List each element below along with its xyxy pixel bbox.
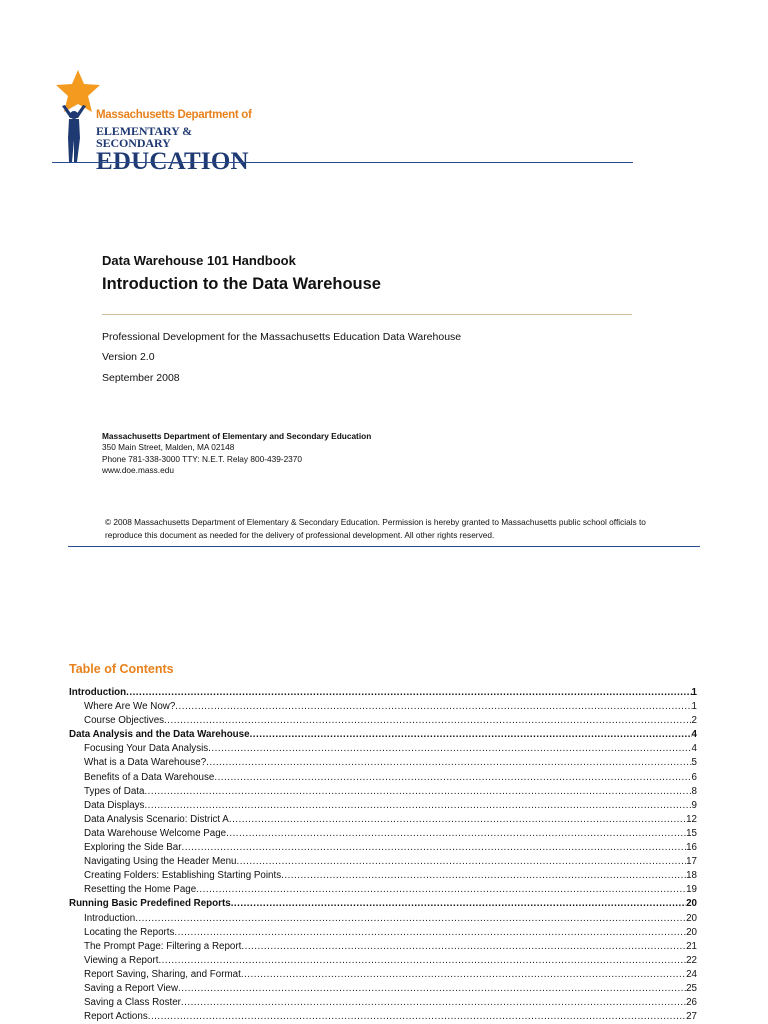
toc-entry-page: 25 xyxy=(686,982,697,994)
toc-entry-page: 12 xyxy=(686,813,697,825)
toc-entry-page: 15 xyxy=(686,827,697,839)
logo-wordmark xyxy=(96,110,252,174)
subtitle: Professional Development for the Massachusetts Education Data Warehouse xyxy=(102,331,462,343)
organization-name: Massachusetts Department of Elementary and Secondary Education xyxy=(102,431,372,441)
toc-entry[interactable] xyxy=(69,742,697,756)
toc-entry-page: 21 xyxy=(686,940,697,952)
toc-leader-dots xyxy=(214,771,691,785)
table-of-contents xyxy=(69,686,697,1024)
toc-entry-label: Exploring the Side Bar xyxy=(84,842,182,854)
dese-logo xyxy=(52,68,252,175)
date-text: September 2008 xyxy=(102,372,180,384)
toc-leader-dots xyxy=(206,756,691,770)
toc-entry[interactable] xyxy=(69,728,697,742)
toc-entry-label: Viewing a Report xyxy=(84,954,159,966)
logo-line-3: EDUCATION xyxy=(96,147,249,175)
toc-entry-label: Types of Data xyxy=(84,785,145,797)
toc-leader-dots xyxy=(174,926,686,940)
toc-entry-label: Running Basic Predefined Reports xyxy=(69,898,231,910)
toc-leader-dots xyxy=(178,982,686,996)
website-link[interactable]: www.doe.mass.edu xyxy=(102,464,174,475)
toc-entry-label: What is a Data Warehouse? xyxy=(84,757,207,769)
toc-entry-label: Where Are We Now? xyxy=(84,701,176,713)
copyright-line-1: © 2008 Massachusetts Department of Elementary & Secondary Education. Permission is hereby granted to Massachusetts public school officials to xyxy=(105,517,646,527)
toc-entry[interactable] xyxy=(69,700,697,714)
toc-leader-dots xyxy=(144,785,691,799)
toc-leader-dots xyxy=(175,700,691,714)
copyright-line-2: reproduce this document as needed for the delivery of professional development. All other rights reserved. xyxy=(105,529,495,540)
toc-entry-page: 8 xyxy=(691,785,697,797)
toc-entry-label: The Prompt Page: Filtering a Report xyxy=(84,940,242,952)
toc-entry-page: 18 xyxy=(686,870,697,882)
toc-entry-page: 22 xyxy=(686,954,697,966)
toc-entry-label: Saving a Report View xyxy=(84,982,179,994)
document-title: Introduction to the Data Warehouse xyxy=(102,275,381,293)
toc-entry-label: Report Saving, Sharing, and Format xyxy=(84,968,241,980)
toc-entry-page: 20 xyxy=(686,926,697,938)
toc-leader-dots xyxy=(229,813,686,827)
toc-leader-dots xyxy=(158,954,686,968)
toc-leader-dots xyxy=(181,841,686,855)
toc-entry-page: 19 xyxy=(686,884,697,896)
toc-leader-dots xyxy=(241,968,686,982)
toc-entry-page: 4 xyxy=(691,729,697,741)
toc-entry-label: Report Actions xyxy=(84,1011,148,1023)
toc-entry-label: Introduction xyxy=(84,912,136,924)
logo-line-1: Massachusetts Department of xyxy=(96,109,252,121)
address-block xyxy=(102,431,371,476)
toc-leader-dots xyxy=(126,686,691,700)
toc-entry-label: Creating Folders: Establishing Starting Points xyxy=(84,870,282,882)
toc-entry[interactable] xyxy=(69,954,697,968)
toc-entry-label: Data Warehouse Welcome Page xyxy=(84,827,227,839)
toc-leader-dots xyxy=(148,1010,686,1024)
toc-entry[interactable] xyxy=(69,883,697,897)
toc-entry[interactable] xyxy=(69,686,697,700)
toc-entry-label: Resetting the Home Page xyxy=(84,884,197,896)
version-text: Version 2.0 xyxy=(102,351,155,363)
toc-entry[interactable] xyxy=(69,996,697,1010)
toc-leader-dots xyxy=(208,742,691,756)
toc-entry[interactable] xyxy=(69,813,697,827)
toc-entry-page: 20 xyxy=(686,912,697,924)
toc-heading: Table of Contents xyxy=(69,662,174,676)
header-divider xyxy=(52,162,633,163)
toc-entry[interactable] xyxy=(69,926,697,940)
toc-entry[interactable] xyxy=(69,869,697,883)
toc-leader-dots xyxy=(196,883,686,897)
toc-entry-label: Focusing Your Data Analysis xyxy=(84,743,209,755)
toc-entry[interactable] xyxy=(69,897,697,911)
toc-entry-page: 1 xyxy=(691,687,697,698)
toc-leader-dots xyxy=(144,799,691,813)
toc-entry-page: 24 xyxy=(686,968,697,980)
copyright-divider xyxy=(68,546,700,547)
toc-entry-page: 4 xyxy=(691,743,697,755)
toc-entry[interactable] xyxy=(69,982,697,996)
phone-numbers: Phone 781-338-3000 TTY: N.E.T. Relay 800-439-2370 xyxy=(102,453,303,464)
toc-entry-page: 27 xyxy=(686,1011,697,1023)
toc-entry-page: 16 xyxy=(686,842,697,854)
toc-entry[interactable] xyxy=(69,855,697,869)
toc-entry[interactable] xyxy=(69,785,697,799)
toc-leader-dots xyxy=(231,897,686,911)
toc-entry-label: Saving a Class Roster xyxy=(84,997,181,1009)
toc-leader-dots xyxy=(281,869,686,883)
toc-entry[interactable] xyxy=(69,827,697,841)
toc-entry-page: 20 xyxy=(686,898,697,910)
toc-leader-dots xyxy=(236,855,686,869)
toc-entry[interactable] xyxy=(69,756,697,770)
street-address: 350 Main Street, Malden, MA 02148 xyxy=(102,442,235,453)
toc-entry[interactable] xyxy=(69,940,697,954)
toc-entry-label: Locating the Reports xyxy=(84,926,175,938)
toc-leader-dots xyxy=(164,714,692,728)
toc-leader-dots xyxy=(181,996,686,1010)
toc-leader-dots xyxy=(250,728,692,742)
toc-entry[interactable] xyxy=(69,1010,697,1024)
toc-entry-label: Navigating Using the Header Menu xyxy=(84,856,237,868)
toc-entry[interactable] xyxy=(69,771,697,785)
handbook-label: Data Warehouse 101 Handbook xyxy=(102,253,296,268)
toc-entry-label: Data Analysis Scenario: District A xyxy=(84,813,229,825)
toc-entry[interactable] xyxy=(69,714,697,728)
toc-entry-label: Course Objectives xyxy=(84,715,165,727)
toc-leader-dots xyxy=(241,940,686,954)
toc-entry-page: 9 xyxy=(691,799,697,811)
toc-entry-label: Data Analysis and the Data Warehouse xyxy=(69,729,250,741)
toc-entry[interactable] xyxy=(69,968,697,982)
toc-entry-page: 5 xyxy=(691,757,697,769)
logo-line-2: ELEMENTARY & SECONDARY xyxy=(96,123,193,150)
toc-leader-dots xyxy=(226,827,686,841)
title-divider xyxy=(102,314,632,315)
toc-entry-page: 1 xyxy=(691,701,697,713)
copyright-notice xyxy=(105,516,695,541)
toc-entry[interactable] xyxy=(69,841,697,855)
toc-entry[interactable] xyxy=(69,912,697,926)
toc-entry-page: 17 xyxy=(686,856,697,868)
toc-entry-label: Introduction xyxy=(69,687,127,698)
toc-entry-page: 2 xyxy=(691,715,697,727)
toc-entry-page: 6 xyxy=(691,771,697,783)
toc-entry[interactable] xyxy=(69,799,697,813)
toc-entry-page: 26 xyxy=(686,997,697,1009)
toc-entry-label: Benefits of a Data Warehouse xyxy=(84,771,215,783)
toc-leader-dots xyxy=(135,912,686,926)
toc-entry-label: Data Displays xyxy=(84,799,145,811)
